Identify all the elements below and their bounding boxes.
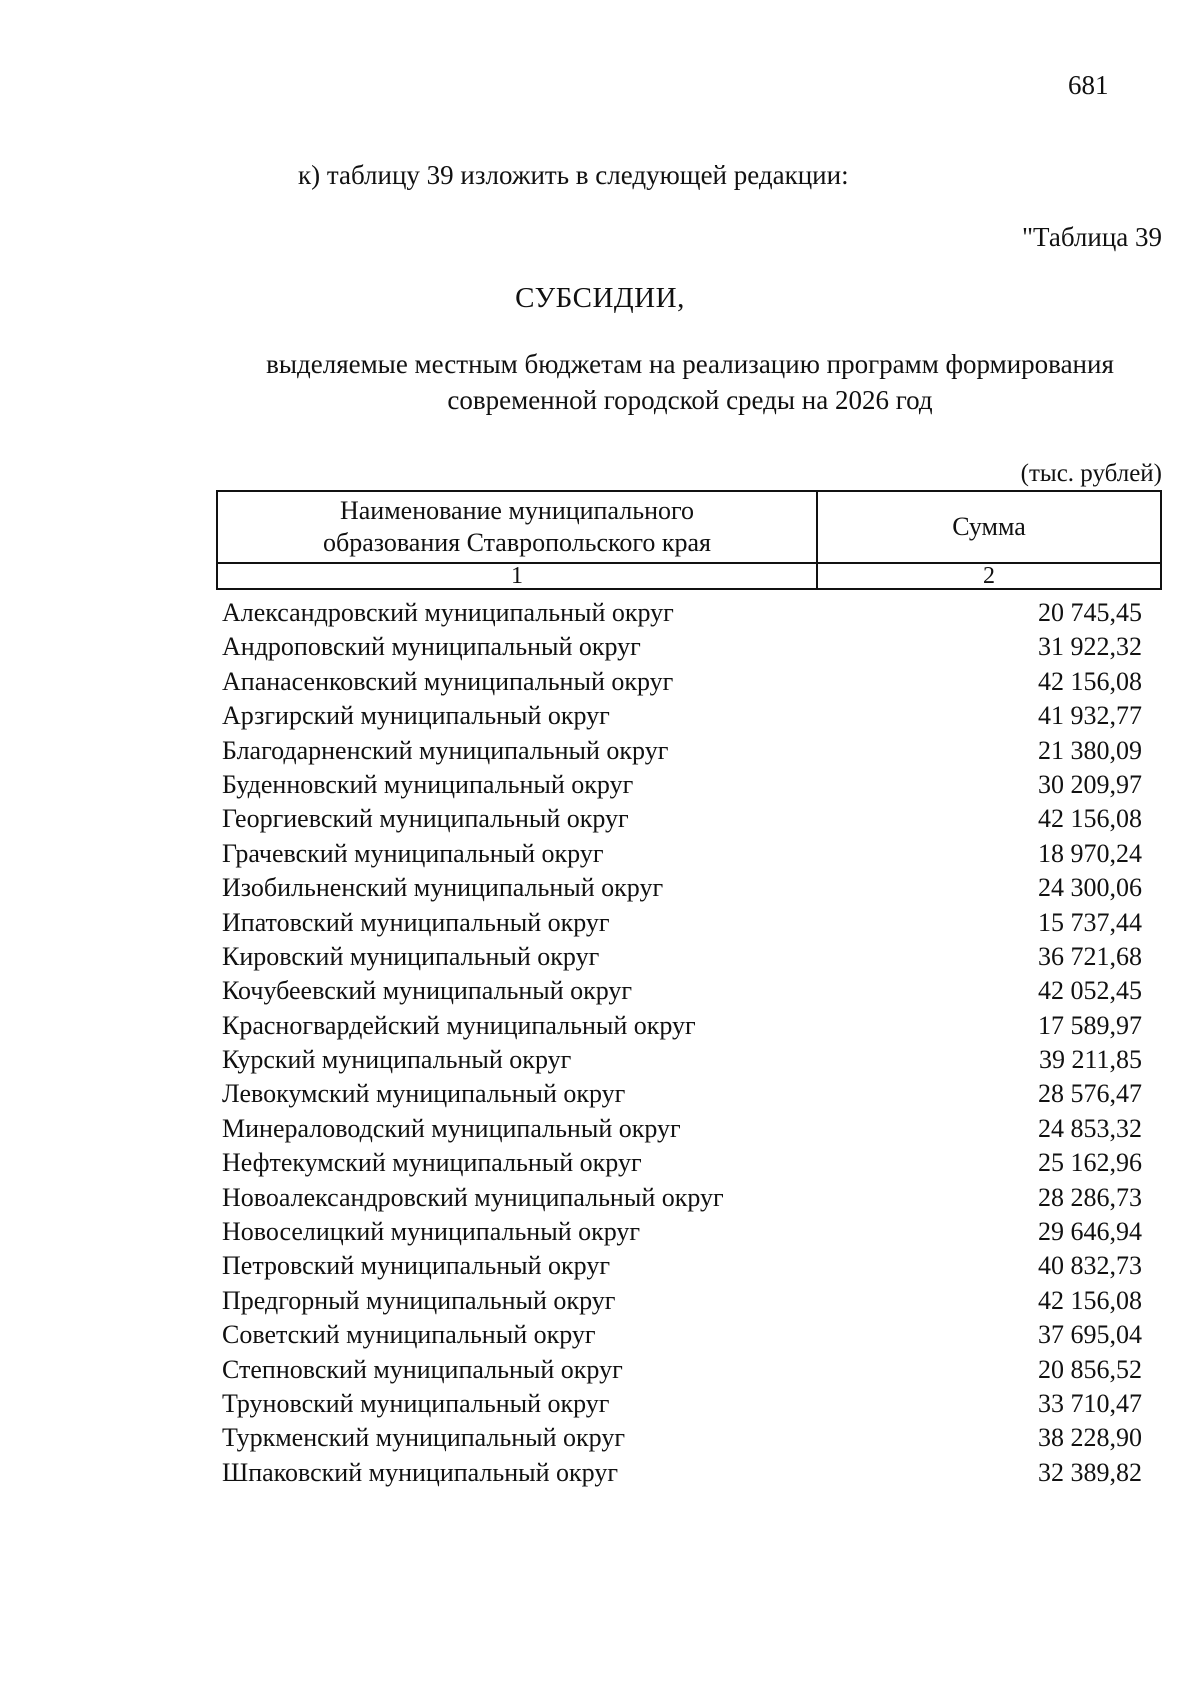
table-row xyxy=(222,1284,1142,1318)
municipality-name: Минераловодский муниципальный округ xyxy=(222,1113,681,1143)
table-row xyxy=(222,630,1142,664)
table-row xyxy=(222,1146,1142,1180)
municipality-name: Шпаковский муниципальный округ xyxy=(222,1457,618,1487)
municipality-name: Новоалександровский муниципальный округ xyxy=(222,1182,724,1212)
municipality-name: Изобильненский муниципальный округ xyxy=(222,873,664,903)
subsidy-amount: 31 922,32 xyxy=(1038,632,1142,662)
table-header xyxy=(216,490,1162,590)
table-row xyxy=(222,837,1142,871)
subsidy-amount: 39 211,85 xyxy=(1038,1045,1142,1075)
table-row xyxy=(222,974,1142,1008)
subsidy-amount: 42 156,08 xyxy=(1038,1285,1142,1315)
table-row xyxy=(222,1421,1142,1455)
subtitle-line-2: современной городской среды на 2026 год xyxy=(447,385,933,415)
municipality-name: Советский муниципальный округ xyxy=(222,1320,596,1350)
subsidy-amount: 25 162,96 xyxy=(1038,1148,1142,1178)
municipality-name: Туркменский муниципальный округ xyxy=(222,1423,625,1453)
document-subtitle xyxy=(200,346,1180,418)
page-number: 681 xyxy=(1068,70,1109,100)
table-row xyxy=(222,871,1142,905)
subsidy-amount: 29 646,94 xyxy=(1038,1217,1142,1247)
subsidy-amount: 32 389,82 xyxy=(1038,1457,1142,1487)
header-sum-cell: Сумма xyxy=(817,491,1161,563)
table-row xyxy=(222,1215,1142,1249)
subsidy-amount: 42 156,08 xyxy=(1038,804,1142,834)
units-label: (тыс. рублей) xyxy=(1020,460,1162,487)
municipality-name: Курский муниципальный округ xyxy=(222,1045,572,1075)
table-row xyxy=(222,1318,1142,1352)
municipality-name: Арзгирский муниципальный округ xyxy=(222,701,610,731)
municipality-name: Труновский муниципальный округ xyxy=(222,1388,610,1418)
municipality-name: Степновский муниципальный округ xyxy=(222,1354,623,1384)
table-row xyxy=(222,734,1142,768)
table-row xyxy=(222,1249,1142,1283)
municipality-name: Предгорный муниципальный округ xyxy=(222,1285,616,1315)
column-number-2: 2 xyxy=(817,563,1161,589)
municipality-name: Георгиевский муниципальный округ xyxy=(222,804,629,834)
subsidy-amount: 28 576,47 xyxy=(1038,1079,1142,1109)
table-row xyxy=(222,1043,1142,1077)
municipality-name: Благодарненский муниципальный округ xyxy=(222,735,669,765)
table-row xyxy=(222,1387,1142,1421)
subsidy-amount: 20 745,45 xyxy=(1038,598,1142,627)
subsidy-amount: 24 853,32 xyxy=(1038,1113,1142,1143)
table-row xyxy=(222,768,1142,802)
table-body xyxy=(222,596,1142,1490)
table-row xyxy=(222,596,1142,630)
subsidy-amount: 40 832,73 xyxy=(1038,1251,1142,1281)
municipality-name: Новоселицкий муниципальный округ xyxy=(222,1217,641,1247)
subsidy-amount: 42 052,45 xyxy=(1038,976,1142,1006)
subsidy-amount: 41 932,77 xyxy=(1038,701,1142,731)
intro-text: к) таблицу 39 изложить в следующей редакции: xyxy=(298,160,849,190)
table-row xyxy=(222,906,1142,940)
municipality-name: Андроповский муниципальный округ xyxy=(222,632,641,662)
header-name-line-2: образования Ставропольского края xyxy=(322,528,712,557)
municipality-name: Апанасенковский муниципальный округ xyxy=(222,666,674,696)
subsidy-amount: 28 286,73 xyxy=(1038,1182,1142,1212)
municipality-name: Буденновский муниципальный округ xyxy=(222,769,634,799)
table-row xyxy=(222,1456,1142,1490)
municipality-name: Нефтекумский муниципальный округ xyxy=(222,1148,642,1178)
municipality-name: Кочубеевский муниципальный округ xyxy=(222,976,633,1006)
subsidy-amount: 38 228,90 xyxy=(1038,1423,1142,1453)
municipality-name: Ипатовский муниципальный округ xyxy=(222,907,610,937)
municipality-name: Красногвардейский муниципальный округ xyxy=(222,1010,696,1040)
table-row xyxy=(222,802,1142,836)
municipality-name: Левокумский муниципальный округ xyxy=(222,1079,626,1109)
table-row xyxy=(222,940,1142,974)
subsidy-amount: 36 721,68 xyxy=(1038,941,1142,971)
column-number-row xyxy=(217,563,1161,589)
table-row xyxy=(222,1077,1142,1111)
header-row xyxy=(217,491,1161,563)
municipality-name: Кировский муниципальный округ xyxy=(222,941,600,971)
subsidy-amount: 21 380,09 xyxy=(1038,735,1142,765)
subsidy-amount: 42 156,08 xyxy=(1038,666,1142,696)
column-number-1: 1 xyxy=(217,563,817,589)
table-row xyxy=(222,699,1142,733)
subsidy-amount: 30 209,97 xyxy=(1038,769,1142,799)
subsidy-amount: 17 589,97 xyxy=(1038,1010,1142,1040)
table-row xyxy=(222,1353,1142,1387)
subsidy-amount: 33 710,47 xyxy=(1038,1388,1142,1418)
document-title: СУБСИДИИ, xyxy=(515,282,685,314)
subsidy-amount: 24 300,06 xyxy=(1038,873,1142,903)
subsidy-amount: 37 695,04 xyxy=(1038,1320,1142,1350)
table-row xyxy=(222,1181,1142,1215)
subsidy-amount: 15 737,44 xyxy=(1038,907,1142,937)
table-row xyxy=(222,1009,1142,1043)
header-name-line-1: Наименование муниципального xyxy=(339,496,695,525)
municipality-name: Александровский муниципальный округ xyxy=(222,598,674,627)
municipality-name: Грачевский муниципальный округ xyxy=(222,838,604,868)
subsidy-amount: 18 970,24 xyxy=(1038,838,1142,868)
municipality-name: Петровский муниципальный округ xyxy=(222,1251,610,1281)
header-name-cell xyxy=(217,491,817,563)
table-reference: "Таблица 39 xyxy=(1022,222,1162,252)
subtitle-line-1: выделяемые местным бюджетам на реализацию программ формирования xyxy=(266,349,1114,379)
table-row xyxy=(222,665,1142,699)
subsidy-amount: 20 856,52 xyxy=(1038,1354,1142,1384)
table-row xyxy=(222,1112,1142,1146)
